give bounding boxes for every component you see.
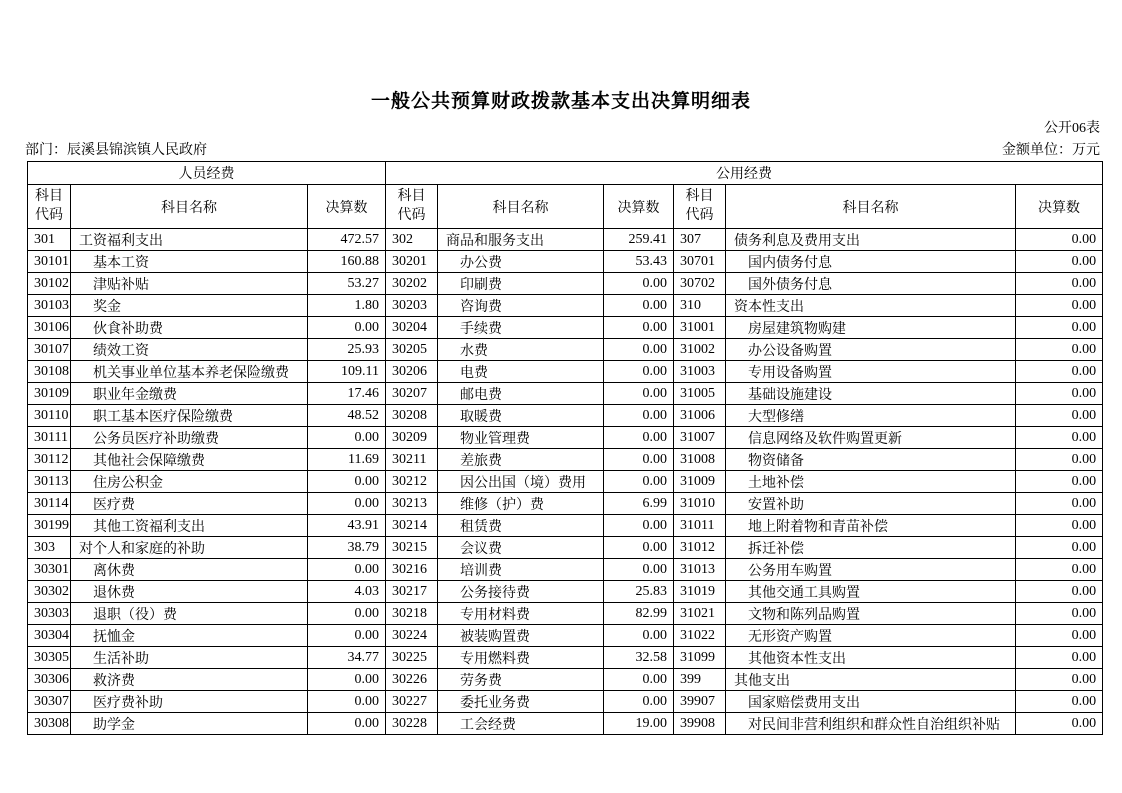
subject-code-cell: 30202 (386, 273, 438, 295)
subject-name-cell: 地上附着物和青苗补偿 (726, 515, 1016, 537)
amount-cell: 0.00 (604, 691, 674, 713)
amount-cell: 53.27 (308, 273, 386, 295)
subject-code-cell: 30111 (28, 427, 71, 449)
col-header-name-1: 科目名称 (71, 185, 308, 229)
subject-name-cell: 物资储备 (726, 449, 1016, 471)
subject-name-cell: 工会经费 (438, 713, 604, 735)
subject-code-cell: 31006 (674, 405, 726, 427)
amount-cell: 11.69 (308, 449, 386, 471)
subject-code-cell: 31009 (674, 471, 726, 493)
subject-code-cell: 31010 (674, 493, 726, 515)
subject-name-cell: 基础设施建设 (726, 383, 1016, 405)
amount-cell: 0.00 (604, 295, 674, 317)
amount-cell: 0.00 (1016, 295, 1103, 317)
subject-code-cell: 30211 (386, 449, 438, 471)
subject-code-cell: 30306 (28, 669, 71, 691)
subject-code-cell: 30203 (386, 295, 438, 317)
amount-cell: 259.41 (604, 229, 674, 251)
amount-cell: 0.00 (1016, 559, 1103, 581)
subject-name-cell: 退休费 (71, 581, 308, 603)
page-title: 一般公共预算财政拨款基本支出决算明细表 (370, 91, 751, 112)
amount-cell: 0.00 (604, 405, 674, 427)
amount-cell: 43.91 (308, 515, 386, 537)
subject-code-cell: 30225 (386, 647, 438, 669)
subject-code-cell: 303 (28, 537, 71, 559)
subject-name-cell: 其他资本性支出 (726, 647, 1016, 669)
subject-name-cell: 绩效工资 (71, 339, 308, 361)
amount-cell: 0.00 (604, 625, 674, 647)
subject-name-cell: 专用燃料费 (438, 647, 604, 669)
amount-cell: 0.00 (1016, 537, 1103, 559)
subject-code-cell: 30227 (386, 691, 438, 713)
table-row (28, 427, 1103, 449)
amount-cell: 0.00 (604, 339, 674, 361)
subject-code-cell: 30199 (28, 515, 71, 537)
subject-name-cell: 房屋建筑物购建 (726, 317, 1016, 339)
subject-name-cell: 专用设备购置 (726, 361, 1016, 383)
subject-code-cell: 310 (674, 295, 726, 317)
amount-cell: 0.00 (604, 471, 674, 493)
subject-name-cell: 信息网络及软件购置更新 (726, 427, 1016, 449)
subject-name-cell: 助学金 (71, 713, 308, 735)
subject-code-cell: 30212 (386, 471, 438, 493)
subject-name-cell: 职业年金缴费 (71, 383, 308, 405)
table-row (28, 405, 1103, 427)
group-header-personnel: 人员经费 (28, 162, 386, 185)
amount-cell: 0.00 (308, 691, 386, 713)
subject-name-cell: 公务接待费 (438, 581, 604, 603)
table-row (28, 339, 1103, 361)
amount-cell: 38.79 (308, 537, 386, 559)
amount-cell: 0.00 (604, 559, 674, 581)
subject-code-cell: 31001 (674, 317, 726, 339)
subject-name-cell: 取暖费 (438, 405, 604, 427)
table-row (28, 669, 1103, 691)
subject-name-cell: 其他交通工具购置 (726, 581, 1016, 603)
amount-cell: 0.00 (1016, 471, 1103, 493)
amount-cell: 0.00 (308, 713, 386, 735)
amount-cell: 0.00 (1016, 581, 1103, 603)
amount-cell: 0.00 (308, 669, 386, 691)
amount-cell: 0.00 (604, 427, 674, 449)
subject-name-cell: 差旅费 (438, 449, 604, 471)
subject-code-cell: 30207 (386, 383, 438, 405)
subject-code-cell: 30216 (386, 559, 438, 581)
table-row (28, 647, 1103, 669)
amount-cell: 0.00 (604, 361, 674, 383)
amount-cell: 0.00 (1016, 625, 1103, 647)
amount-cell: 0.00 (1016, 493, 1103, 515)
amount-cell: 0.00 (1016, 669, 1103, 691)
subject-code-cell: 30205 (386, 339, 438, 361)
subject-name-cell: 债务利息及费用支出 (726, 229, 1016, 251)
subject-code-cell: 30701 (674, 251, 726, 273)
amount-cell: 25.93 (308, 339, 386, 361)
subject-code-cell: 30206 (386, 361, 438, 383)
amount-cell: 0.00 (1016, 251, 1103, 273)
subject-name-cell: 医疗费补助 (71, 691, 308, 713)
amount-cell: 0.00 (604, 669, 674, 691)
col-header-name-3: 科目名称 (726, 185, 1016, 229)
amount-cell: 0.00 (1016, 691, 1103, 713)
subject-code-cell: 31011 (674, 515, 726, 537)
subject-code-cell: 30106 (28, 317, 71, 339)
subject-code-cell: 30108 (28, 361, 71, 383)
col-header-name-2: 科目名称 (438, 185, 604, 229)
subject-name-cell: 奖金 (71, 295, 308, 317)
subject-code-cell: 30702 (674, 273, 726, 295)
amount-cell: 0.00 (604, 537, 674, 559)
subject-code-cell: 31019 (674, 581, 726, 603)
amount-cell: 0.00 (308, 471, 386, 493)
amount-cell: 6.99 (604, 493, 674, 515)
group-header-row (28, 162, 1103, 185)
subject-code-cell: 31013 (674, 559, 726, 581)
amount-cell: 0.00 (604, 317, 674, 339)
subject-code-cell: 30214 (386, 515, 438, 537)
subject-name-cell: 退职（役）费 (71, 603, 308, 625)
group-header-public: 公用经费 (386, 162, 1103, 185)
subject-code-cell: 31099 (674, 647, 726, 669)
subject-name-cell: 办公设备购置 (726, 339, 1016, 361)
amount-cell: 25.83 (604, 581, 674, 603)
subject-code-cell: 399 (674, 669, 726, 691)
table-row (28, 537, 1103, 559)
subject-name-cell: 手续费 (438, 317, 604, 339)
subject-code-cell: 30303 (28, 603, 71, 625)
subject-code-cell: 302 (386, 229, 438, 251)
subject-name-cell: 维修（护）费 (438, 493, 604, 515)
subject-name-cell: 救济费 (71, 669, 308, 691)
amount-cell: 0.00 (308, 317, 386, 339)
subject-name-cell: 会议费 (438, 537, 604, 559)
subject-code-cell: 30305 (28, 647, 71, 669)
subject-name-cell: 委托业务费 (438, 691, 604, 713)
subject-name-cell: 物业管理费 (438, 427, 604, 449)
subject-name-cell: 伙食补助费 (71, 317, 308, 339)
amount-cell: 0.00 (308, 603, 386, 625)
amount-cell: 0.00 (604, 273, 674, 295)
amount-cell: 4.03 (308, 581, 386, 603)
amount-cell: 0.00 (308, 427, 386, 449)
subject-name-cell: 生活补助 (71, 647, 308, 669)
subject-name-cell: 其他工资福利支出 (71, 515, 308, 537)
subject-name-cell: 因公出国（境）费用 (438, 471, 604, 493)
subject-name-cell: 土地补偿 (726, 471, 1016, 493)
subject-code-cell: 30228 (386, 713, 438, 735)
subject-name-cell: 大型修缮 (726, 405, 1016, 427)
amount-cell: 0.00 (308, 493, 386, 515)
table-row (28, 581, 1103, 603)
subject-code-cell: 30110 (28, 405, 71, 427)
amount-cell: 1.80 (308, 295, 386, 317)
subject-code-cell: 30302 (28, 581, 71, 603)
column-header-row (28, 185, 1103, 229)
amount-cell: 0.00 (1016, 317, 1103, 339)
amount-cell: 82.99 (604, 603, 674, 625)
subject-name-cell: 办公费 (438, 251, 604, 273)
amount-cell: 0.00 (1016, 383, 1103, 405)
subject-code-cell: 31021 (674, 603, 726, 625)
col-header-amount-3: 决算数 (1016, 185, 1103, 229)
subject-name-cell: 国外债务付息 (726, 273, 1016, 295)
subject-name-cell: 离休费 (71, 559, 308, 581)
amount-cell: 32.58 (604, 647, 674, 669)
amount-cell: 160.88 (308, 251, 386, 273)
subject-code-cell: 31003 (674, 361, 726, 383)
subject-code-cell: 30101 (28, 251, 71, 273)
table-row (28, 449, 1103, 471)
subject-code-cell: 39908 (674, 713, 726, 735)
amount-cell: 0.00 (1016, 647, 1103, 669)
subject-code-cell: 31005 (674, 383, 726, 405)
amount-cell: 0.00 (1016, 405, 1103, 427)
col-header-amount-1: 决算数 (308, 185, 386, 229)
subject-name-cell: 国内债务付息 (726, 251, 1016, 273)
amount-cell: 17.46 (308, 383, 386, 405)
table-row (28, 559, 1103, 581)
col-header-code-text: 科目代码 (397, 188, 426, 223)
info-row (25, 139, 1100, 159)
col-header-code-2 (386, 185, 438, 229)
table-row (28, 295, 1103, 317)
amount-cell: 0.00 (604, 515, 674, 537)
col-header-amount-2: 决算数 (604, 185, 674, 229)
subject-code-cell: 31012 (674, 537, 726, 559)
amount-cell: 0.00 (308, 559, 386, 581)
subject-name-cell: 被装购置费 (438, 625, 604, 647)
department-label: 部门：辰溪县锦滨镇人民政府 (25, 143, 207, 158)
subject-name-cell: 津贴补贴 (71, 273, 308, 295)
table-row (28, 515, 1103, 537)
subject-name-cell: 住房公积金 (71, 471, 308, 493)
subject-name-cell: 专用材料费 (438, 603, 604, 625)
subject-code-cell: 30113 (28, 471, 71, 493)
table-row (28, 471, 1103, 493)
subject-code-cell: 30224 (386, 625, 438, 647)
subject-name-cell: 无形资产购置 (726, 625, 1016, 647)
subject-name-cell: 机关事业单位基本养老保险缴费 (71, 361, 308, 383)
subject-name-cell: 公务用车购置 (726, 559, 1016, 581)
table-row (28, 229, 1103, 251)
subject-name-cell: 职工基本医疗保险缴费 (71, 405, 308, 427)
amount-cell: 472.57 (308, 229, 386, 251)
table-row (28, 603, 1103, 625)
amount-cell: 0.00 (1016, 427, 1103, 449)
amount-cell: 0.00 (308, 625, 386, 647)
subject-name-cell: 培训费 (438, 559, 604, 581)
subject-name-cell: 其他支出 (726, 669, 1016, 691)
subject-code-cell: 30301 (28, 559, 71, 581)
subject-code-cell: 30209 (386, 427, 438, 449)
subject-name-cell: 邮电费 (438, 383, 604, 405)
amount-cell: 0.00 (1016, 339, 1103, 361)
amount-cell: 34.77 (308, 647, 386, 669)
subject-code-cell: 30204 (386, 317, 438, 339)
subject-code-cell: 30112 (28, 449, 71, 471)
col-header-code-3 (674, 185, 726, 229)
table-row (28, 251, 1103, 273)
subject-name-cell: 国家赔偿费用支出 (726, 691, 1016, 713)
subject-code-cell: 31008 (674, 449, 726, 471)
amount-cell: 0.00 (1016, 273, 1103, 295)
subject-name-cell: 劳务费 (438, 669, 604, 691)
col-header-code-1 (28, 185, 71, 229)
subject-code-cell: 30102 (28, 273, 71, 295)
subject-code-cell: 30304 (28, 625, 71, 647)
amount-cell: 109.11 (308, 361, 386, 383)
subject-name-cell: 安置补助 (726, 493, 1016, 515)
amount-cell: 0.00 (1016, 713, 1103, 735)
subject-name-cell: 文物和陈列品购置 (726, 603, 1016, 625)
amount-cell: 0.00 (1016, 449, 1103, 471)
subject-name-cell: 医疗费 (71, 493, 308, 515)
amount-cell: 0.00 (1016, 515, 1103, 537)
subject-code-cell: 307 (674, 229, 726, 251)
amount-cell: 0.00 (1016, 229, 1103, 251)
subject-code-cell: 30103 (28, 295, 71, 317)
subject-name-cell: 咨询费 (438, 295, 604, 317)
subject-name-cell: 资本性支出 (726, 295, 1016, 317)
subject-code-cell: 30114 (28, 493, 71, 515)
table-code-label: 公开06表 (1044, 121, 1100, 136)
table-row (28, 493, 1103, 515)
subject-name-cell: 基本工资 (71, 251, 308, 273)
col-header-code-text: 科目代码 (685, 188, 714, 223)
table-row (28, 273, 1103, 295)
subject-code-cell: 30308 (28, 713, 71, 735)
subject-code-cell: 30208 (386, 405, 438, 427)
subject-code-cell: 30213 (386, 493, 438, 515)
amount-cell: 19.00 (604, 713, 674, 735)
subject-name-cell: 对民间非营利组织和群众性自治组织补贴 (726, 713, 1016, 735)
table-row (28, 317, 1103, 339)
amount-cell: 0.00 (604, 383, 674, 405)
subject-name-cell: 租赁费 (438, 515, 604, 537)
subject-code-cell: 30107 (28, 339, 71, 361)
amount-cell: 0.00 (1016, 361, 1103, 383)
amount-cell: 0.00 (604, 449, 674, 471)
subject-code-cell: 31007 (674, 427, 726, 449)
subject-name-cell: 电费 (438, 361, 604, 383)
unit-label: 金额单位：万元 (1002, 143, 1100, 158)
col-header-code-text: 科目代码 (35, 188, 63, 223)
subject-code-cell: 39907 (674, 691, 726, 713)
subject-code-cell: 30218 (386, 603, 438, 625)
subject-name-cell: 拆迁补偿 (726, 537, 1016, 559)
subject-name-cell: 水费 (438, 339, 604, 361)
table-row (28, 691, 1103, 713)
subject-code-cell: 301 (28, 229, 71, 251)
amount-cell: 53.43 (604, 251, 674, 273)
budget-table (27, 161, 1103, 735)
subject-code-cell: 30226 (386, 669, 438, 691)
subject-name-cell: 商品和服务支出 (438, 229, 604, 251)
subject-name-cell: 对个人和家庭的补助 (71, 537, 308, 559)
subject-code-cell: 30201 (386, 251, 438, 273)
amount-cell: 48.52 (308, 405, 386, 427)
table-row (28, 361, 1103, 383)
table-row (28, 713, 1103, 735)
subject-code-cell: 30215 (386, 537, 438, 559)
subject-code-cell: 30307 (28, 691, 71, 713)
table-row (28, 625, 1103, 647)
subject-code-cell: 30217 (386, 581, 438, 603)
subject-code-cell: 31022 (674, 625, 726, 647)
subject-name-cell: 印刷费 (438, 273, 604, 295)
subject-code-cell: 30109 (28, 383, 71, 405)
table-row (28, 383, 1103, 405)
amount-cell: 0.00 (1016, 603, 1103, 625)
subject-name-cell: 工资福利支出 (71, 229, 308, 251)
subject-name-cell: 公务员医疗补助缴费 (71, 427, 308, 449)
subject-name-cell: 抚恤金 (71, 625, 308, 647)
subject-code-cell: 31002 (674, 339, 726, 361)
subject-name-cell: 其他社会保障缴费 (71, 449, 308, 471)
